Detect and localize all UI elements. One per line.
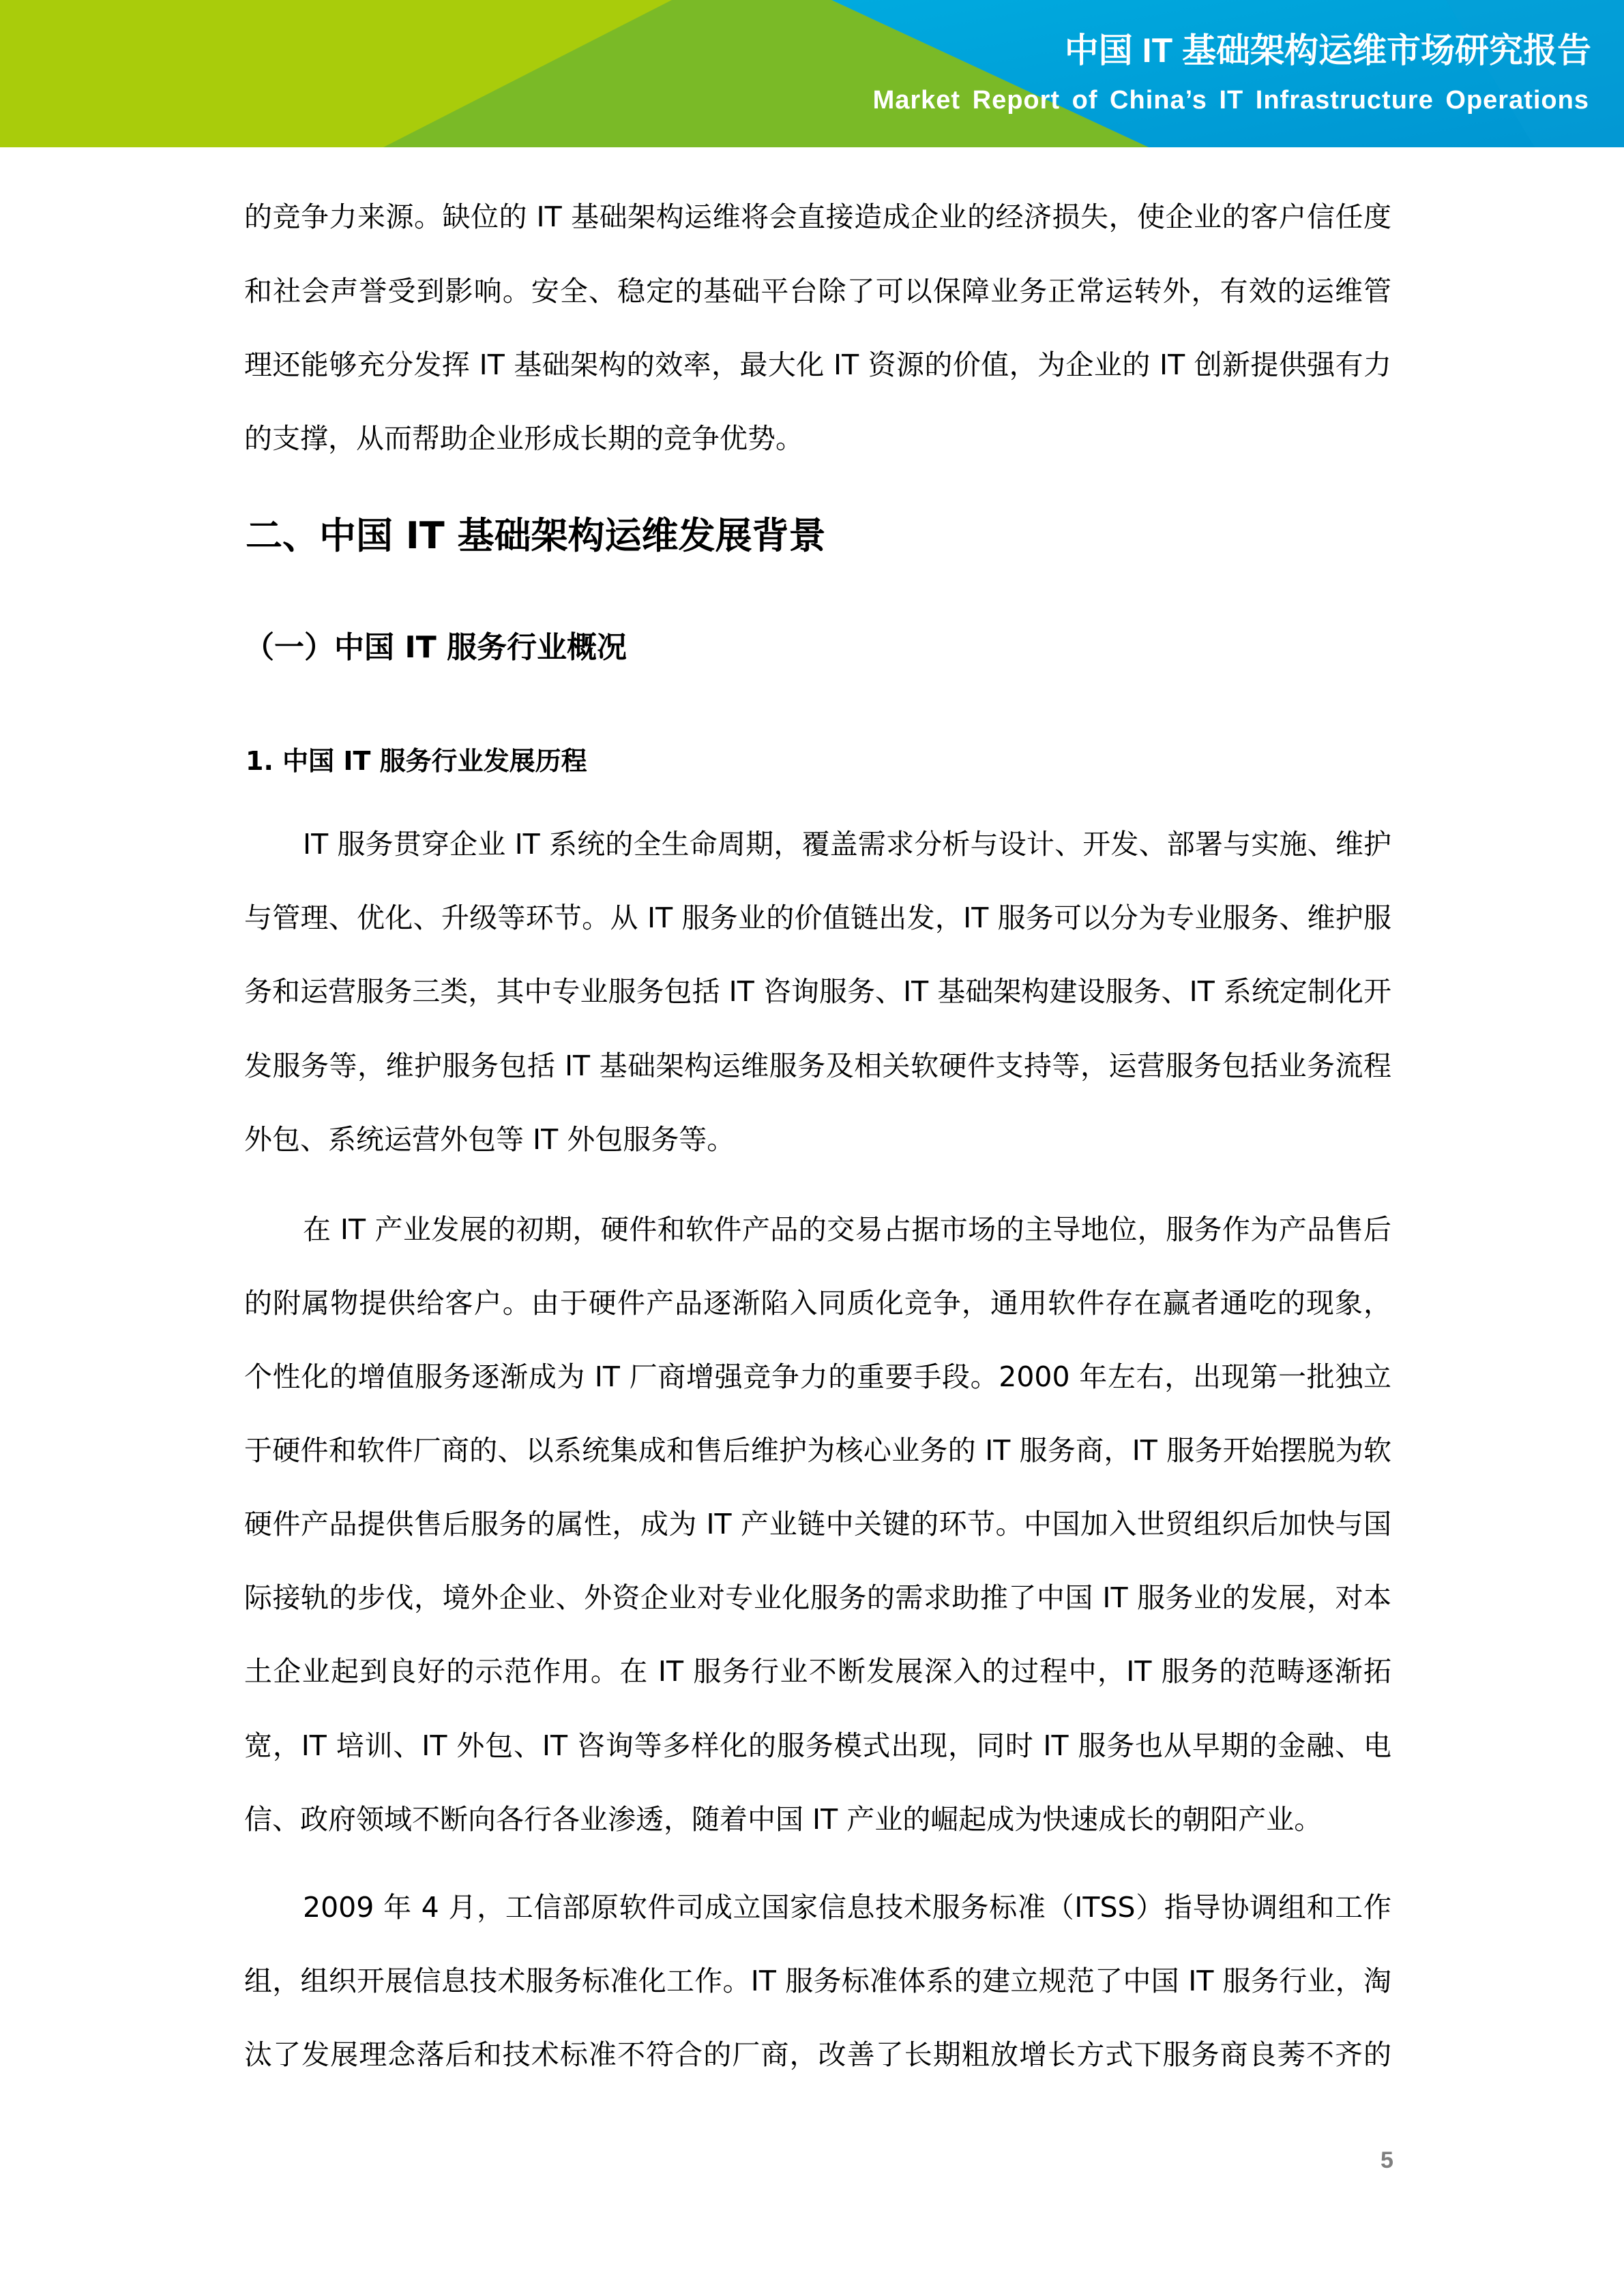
- text-line: 发服务等，维护服务包括 IT 基础架构运维服务及相关软硬件支持等，运营服务包括业务流程: [244, 1049, 1391, 1082]
- text-line: 务和运营服务三类，其中专业服务包括 IT 咨询服务、IT 基础架构建设服务、IT 系统定制化开: [244, 975, 1391, 1008]
- text-line: 的竞争力来源。缺位的 IT 基础架构运维将会直接造成企业的经济损失，使企业的客户信任度: [244, 200, 1391, 233]
- text-line: 2009 年 4 月，工信部原软件司成立国家信息技术服务标准（ITSS）指导协调组和工作: [303, 1891, 1391, 1924]
- banner-background-shapes: [0, 0, 1624, 147]
- text-line: 土企业起到良好的示范作用。在 IT 服务行业不断发展深入的过程中，IT 服务的范畴逐渐拓: [244, 1655, 1391, 1688]
- text-line: 的附属物提供给客户。由于硬件产品逐渐陷入同质化竞争，通用软件存在赢者通吃的现象，: [244, 1287, 1391, 1320]
- text-line: 的支撑，从而帮助企业形成长期的竞争优势。: [244, 422, 803, 455]
- text-line: 理还能够充分发挥 IT 基础架构的效率，最大化 IT 资源的价值，为企业的 IT 创新提供强有力: [244, 348, 1391, 381]
- page-number: 5: [1381, 2147, 1393, 2173]
- text-line: 组，组织开展信息技术服务标准化工作。IT 服务标准体系的建立规范了中国 IT 服务行业，淘: [244, 1965, 1391, 1997]
- text-line: 和社会声誉受到影响。安全、稳定的基础平台除了可以保障业务正常运转外，有效的运维管: [244, 275, 1391, 308]
- text-line: 硬件产品提供售后服务的属性，成为 IT 产业链中关键的环节。中国加入世贸组织后加快与国: [244, 1508, 1391, 1540]
- report-subtitle: Market Report of China’s IT Infrastructure Operations: [872, 86, 1589, 115]
- text-line: 外包、系统运营外包等 IT 外包服务等。: [244, 1123, 735, 1156]
- text-line: 个性化的增值服务逐渐成为 IT 厂商增强竞争力的重要手段。2000 年左右，出现第一批独立: [244, 1360, 1391, 1393]
- text-line: 宽，IT 培训、IT 外包、IT 咨询等多样化的服务模式出现，同时 IT 服务也从早期的金融、电: [244, 1729, 1391, 1762]
- subsubsection-heading: 1. 中国 IT 服务行业发展历程: [246, 746, 587, 776]
- text-line: 信、政府领域不断向各行各业渗透，随着中国 IT 产业的崛起成为快速成长的朝阳产业。: [244, 1803, 1323, 1836]
- text-line: 汰了发展理念落后和技术标准不符合的厂商，改善了长期粗放增长方式下服务商良莠不齐的: [244, 2038, 1391, 2071]
- text-line: 在 IT 产业发展的初期，硬件和软件产品的交易占据市场的主导地位，服务作为产品售后: [303, 1213, 1391, 1246]
- text-line: 际接轨的步伐，境外企业、外资企业对专业化服务的需求助推了中国 IT 服务业的发展，对本: [244, 1581, 1391, 1614]
- text-line: 与管理、优化、升级等环节。从 IT 服务业的价值链出发，IT 服务可以分为专业服务、维护服: [244, 901, 1391, 934]
- section-heading: 二、中国 IT 基础架构运维发展背景: [246, 514, 826, 557]
- subsection-heading: （一）中国 IT 服务行业概况: [244, 630, 628, 665]
- report-title: 中国 IT 基础架构运维市场研究报告: [1064, 31, 1591, 70]
- text-line: IT 服务贯穿企业 IT 系统的全生命周期，覆盖需求分析与设计、开发、部署与实施、维护: [303, 828, 1391, 861]
- text-line: 于硬件和软件厂商的、以系统集成和售后维护为核心业务的 IT 服务商，IT 服务开始摆脱为软: [244, 1434, 1391, 1467]
- header-banner: [0, 0, 1624, 147]
